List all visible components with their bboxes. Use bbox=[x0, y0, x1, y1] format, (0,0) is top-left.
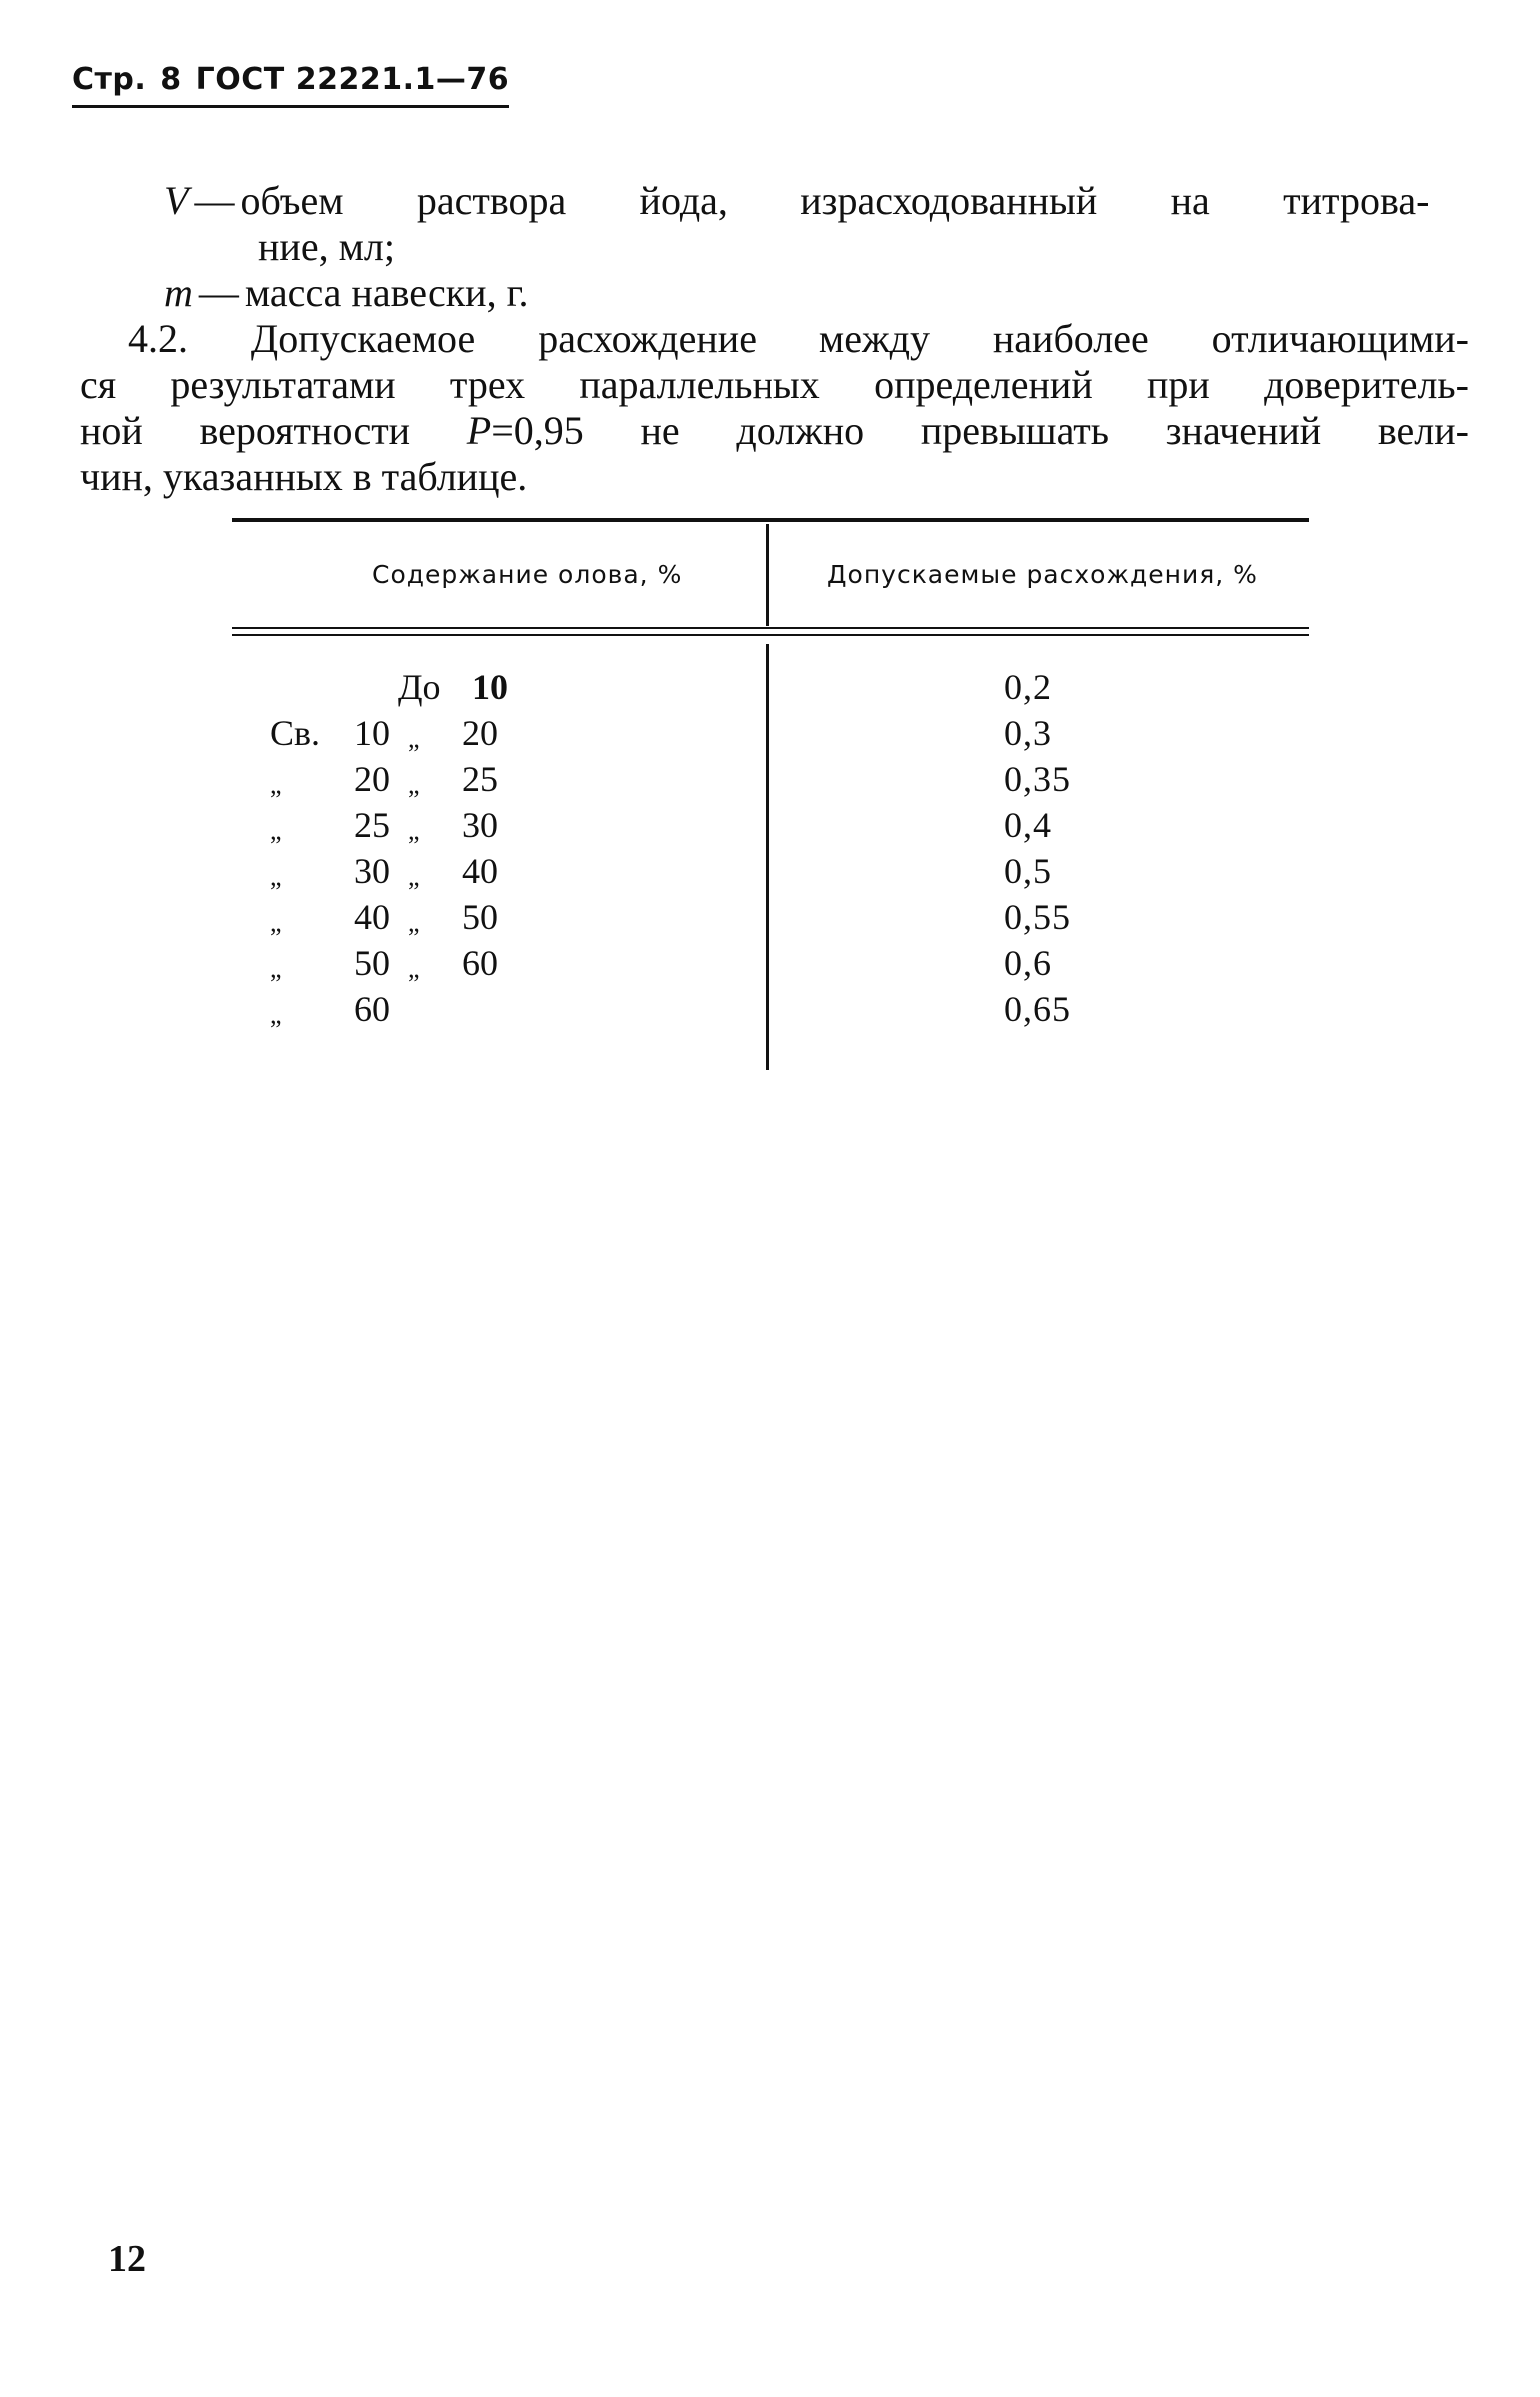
ditto-mark: „ bbox=[270, 862, 282, 891]
paragraph-line-2: ся результатами трех параллельных определений при доверитель- bbox=[80, 362, 1469, 407]
range-from: 25 bbox=[354, 805, 390, 845]
table-row-content bbox=[240, 986, 560, 1032]
paragraph-line-3-pre: ной вероятности bbox=[80, 408, 467, 453]
dash: — bbox=[198, 270, 239, 315]
paragraph-line-1: 4.2. Допускаемое расхождение между наиболее отличающими- bbox=[128, 316, 1469, 361]
table-row-value: 0,65 bbox=[1004, 989, 1071, 1029]
table-row-value: 0,5 bbox=[1004, 851, 1052, 891]
range-from: 30 bbox=[354, 851, 390, 891]
range-from: 40 bbox=[354, 897, 390, 937]
ditto-mark: „ bbox=[408, 908, 420, 937]
table-body-divider bbox=[766, 644, 769, 1070]
ditto-mark: „ bbox=[408, 770, 420, 799]
ditto-mark: „ bbox=[270, 954, 282, 983]
symbol-m: m bbox=[164, 270, 193, 315]
table-top-rule bbox=[232, 518, 1309, 522]
ditto-mark: „ bbox=[408, 862, 420, 891]
paragraph-line-4: чин, указанных в таблице. bbox=[80, 454, 528, 499]
table-row-value: 0,35 bbox=[1004, 759, 1071, 799]
definition-v-line1: объем раствора йода, израсходованный на титрова- bbox=[240, 178, 1430, 223]
definition-m-line1: масса навески, г. bbox=[244, 270, 529, 315]
table-row-content bbox=[240, 664, 560, 710]
table-header-divider bbox=[766, 524, 769, 626]
ditto-mark: „ bbox=[408, 724, 420, 753]
table-row-content bbox=[240, 848, 560, 894]
page-header bbox=[72, 62, 509, 108]
table-row-value: 0,55 bbox=[1004, 897, 1071, 937]
prefix: Св. bbox=[270, 713, 321, 753]
column-header-tolerance: Допускаемые расхождения, % bbox=[827, 560, 1258, 589]
range-to: 20 bbox=[462, 713, 498, 753]
table-header-rule-1 bbox=[232, 627, 1309, 629]
ditto-mark: „ bbox=[270, 770, 282, 799]
table-row-content bbox=[240, 756, 560, 802]
range-from: 50 bbox=[354, 943, 390, 983]
ditto-mark: „ bbox=[270, 816, 282, 845]
symbol-p: P bbox=[466, 408, 492, 453]
range-to: 10 bbox=[472, 667, 508, 707]
range-from: 10 bbox=[354, 713, 390, 753]
table-row-content bbox=[240, 802, 560, 848]
table-row-content bbox=[240, 894, 560, 940]
paragraph-line-3 bbox=[80, 408, 1469, 454]
ditto-mark: „ bbox=[270, 908, 282, 937]
dash: — bbox=[194, 178, 235, 223]
range-to: 30 bbox=[462, 805, 498, 845]
range-to: 40 bbox=[462, 851, 498, 891]
table-row-content bbox=[240, 940, 560, 986]
ditto-mark: „ bbox=[408, 954, 420, 983]
range-to: 25 bbox=[462, 759, 498, 799]
paragraph-line-3-post: =0,95 не должно превышать значений вели- bbox=[491, 408, 1469, 453]
table-row-value: 0,2 bbox=[1004, 667, 1052, 707]
ditto-mark: „ bbox=[270, 1000, 282, 1029]
table-header-rule-2 bbox=[232, 634, 1309, 636]
page-number: 8 bbox=[160, 62, 182, 97]
table-row-value: 0,4 bbox=[1004, 805, 1052, 845]
range-to: 60 bbox=[462, 943, 498, 983]
symbol-v: V bbox=[164, 178, 189, 223]
column-header-tin-content: Содержание олова, % bbox=[372, 560, 683, 589]
table-row-value: 0,6 bbox=[1004, 943, 1052, 983]
prefix: До bbox=[398, 667, 441, 707]
range-from: 20 bbox=[354, 759, 390, 799]
range-from: 60 bbox=[354, 989, 390, 1029]
ditto-mark: „ bbox=[408, 816, 420, 845]
page-label: Стр. bbox=[72, 62, 147, 97]
table-row-value: 0,3 bbox=[1004, 713, 1052, 753]
table-row-content bbox=[240, 710, 560, 756]
definition-v-line2: ние, мл; bbox=[258, 224, 395, 269]
definition-m bbox=[118, 270, 1467, 316]
definition-v bbox=[118, 178, 1467, 224]
standard-code: ГОСТ 22221.1—76 bbox=[195, 62, 510, 97]
footer-page-number: 12 bbox=[108, 2238, 146, 2280]
range-to: 50 bbox=[462, 897, 498, 937]
